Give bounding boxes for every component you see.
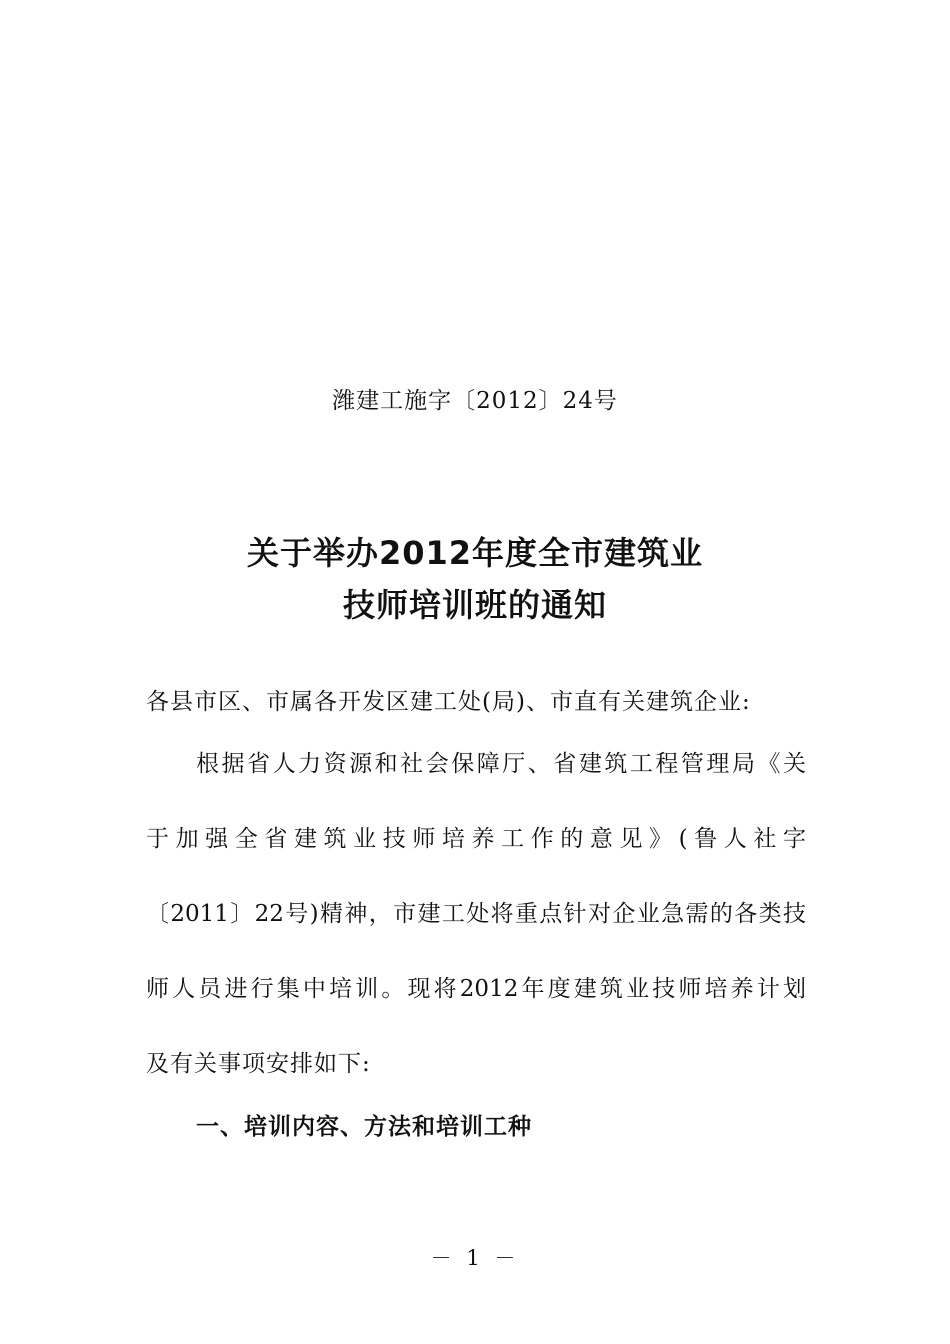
section-heading: 一、培训内容、方法和培训工种 bbox=[196, 1114, 532, 1140]
salutation: 各县市区、市属各开发区建工处(局)、市直有关建筑企业: bbox=[146, 689, 751, 715]
body-line-4: 师人员进行集中培训。现将2012年度建筑业技师培养计划 bbox=[146, 976, 806, 1002]
document-title-line-2: 技师培训班的通知 bbox=[342, 586, 607, 624]
document-title-line-1: 关于举办2012年度全市建筑业 bbox=[246, 534, 704, 572]
body-line-1: 根据省人力资源和社会保障厅、省建筑工程管理局《关 bbox=[196, 751, 806, 777]
body-line-5: 及有关事项安排如下: bbox=[146, 1051, 371, 1077]
document-number: 潍建工施字〔2012〕24号 bbox=[332, 388, 618, 414]
body-line-2: 于加强全省建筑业技师培养工作的意见》(鲁人社字 bbox=[146, 826, 806, 852]
page-number: － 1 － bbox=[430, 1246, 520, 1270]
body-line-3: 〔2011〕22号)精神，市建工处将重点针对企业急需的各类技 bbox=[146, 901, 806, 927]
